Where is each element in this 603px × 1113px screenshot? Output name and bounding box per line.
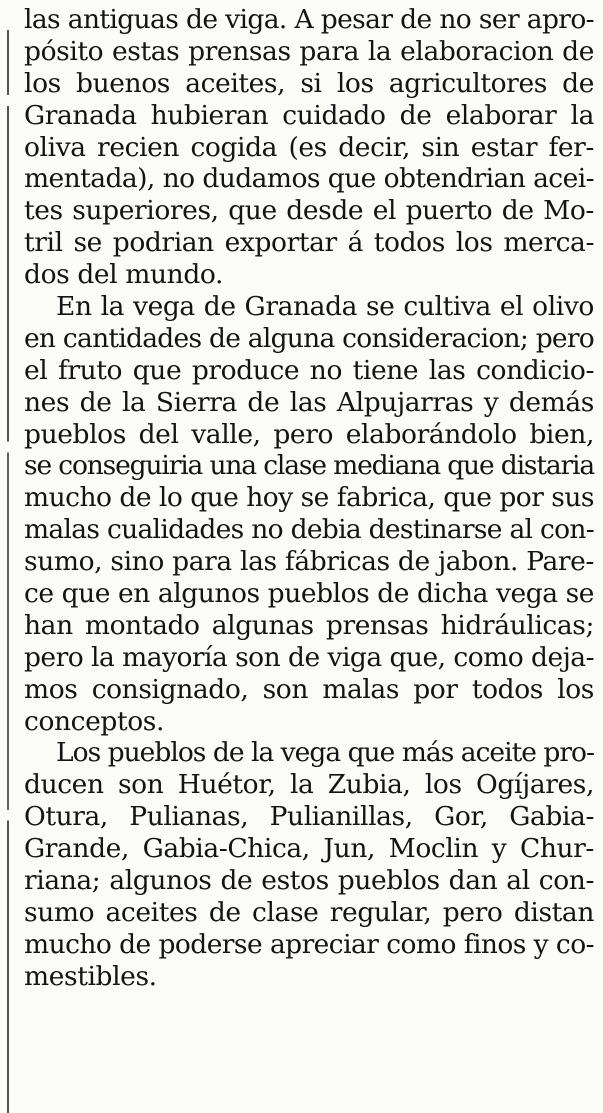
text-line: en cantidades de alguna consideracion; pero <box>24 322 594 354</box>
text-line: Otura, Pulianas, Pulianillas, Gor, Gabia- <box>24 801 594 833</box>
text-line: los buenos aceites, si los agricultores de <box>24 67 594 99</box>
text-line: han montado algunas prensas hidráulicas; <box>24 609 594 641</box>
text-line: el fruto que produce no tiene las condicio- <box>24 354 594 386</box>
text-line: mucho de poderse apreciar como finos y co- <box>24 928 594 960</box>
text-line: conceptos. <box>24 705 164 737</box>
text-column <box>24 4 594 993</box>
text-line: mucho de lo que hoy se fabrica, que por sus <box>24 482 595 514</box>
text-line: Granada hubieran cuidado de elaborar la <box>24 99 594 131</box>
text-line: tril se podrian exportar á todos los merca- <box>24 227 594 259</box>
text-line: sumo aceites de clase regular, pero distan <box>24 896 594 928</box>
text-line: ducen son Huétor, la Zubia, los Ogíjares, <box>24 769 594 801</box>
text-line: mestibles. <box>24 960 157 992</box>
text-line: mos consignado, son malas por todos los <box>24 673 594 705</box>
text-line: pueblos del valle, pero elaborándolo bien, <box>24 418 594 450</box>
text-line: ce que en algunos pueblos de dicha vega se <box>24 578 594 610</box>
text-line: se conseguiria una clase mediana que distaria <box>24 450 594 482</box>
column-margin-rule <box>7 30 9 1113</box>
text-line: mentada), no dudamos que obtendrian acei- <box>24 163 594 195</box>
text-line: malas cualidades no debia destinarse al con- <box>24 514 594 546</box>
text-line: nes de la Sierra de las Alpujarras y demás <box>24 386 594 418</box>
text-line: tes superiores, que desde el puerto de Mo- <box>24 195 594 227</box>
text-line: Los pueblos de la vega que más aceite pro- <box>56 737 594 769</box>
text-line: pero la mayoría son de viga que, como deja- <box>24 641 594 673</box>
text-line: oliva recien cogida (es decir, sin estar fer- <box>24 131 594 163</box>
text-line: riana; algunos de estos pueblos dan al con- <box>24 865 594 897</box>
paragraph-3 <box>24 737 594 992</box>
paragraph-2 <box>24 291 594 737</box>
text-line: sumo, sino para las fábricas de jabon. Pare- <box>24 546 594 578</box>
text-line: Grande, Gabia-Chica, Jun, Moclin y Chur- <box>24 833 594 865</box>
text-line: las antiguas de viga. A pesar de no ser apro- <box>24 4 594 35</box>
text-line: dos del mundo. <box>24 259 224 291</box>
paragraph-1 <box>24 4 594 291</box>
text-line: En la vega de Granada se cultiva el olivo <box>56 291 594 323</box>
text-line: pósito estas prensas para la elaboracion de <box>24 35 594 67</box>
